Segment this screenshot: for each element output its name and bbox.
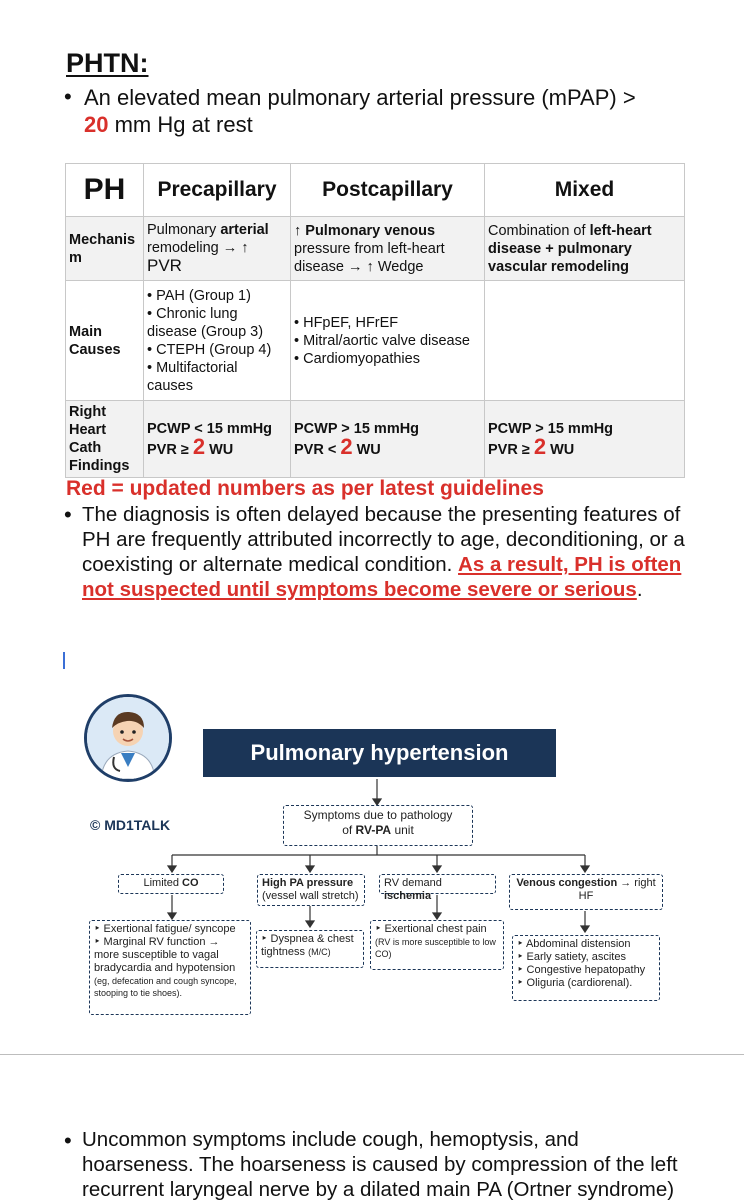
rhc-unit: WU (546, 441, 575, 458)
rv-ischemia-box (379, 874, 496, 902)
root-prefix: of (342, 823, 356, 837)
definition-line: An elevated mean pulmonary arterial pressure (mPAP) > (84, 85, 636, 110)
rhc-pvr: PVR < (294, 441, 341, 458)
cause-item: • PAH (Group 1) (147, 287, 251, 304)
page-divider (0, 1054, 744, 1055)
venous-symptoms (512, 935, 660, 1001)
cause-item: • CTEPH (Group 4) (147, 341, 272, 358)
cause-item: • Mitral/aortic valve disease (294, 332, 470, 349)
symptom-item: bradycardia and hypotension (94, 962, 236, 974)
symptom-item: ‣ Marginal RV function → (94, 936, 220, 948)
root-line1: Symptoms due to pathology (303, 808, 453, 822)
diagnosis-end: . (636, 578, 643, 601)
row-label-mechanism: Mechanism (66, 217, 144, 281)
c4-bold: Venous congestion (516, 877, 618, 889)
symptom-note: (RV is more susceptible to low CO) (375, 937, 496, 959)
root-symptom-box (283, 805, 473, 846)
bullet-icon: • (64, 502, 72, 527)
header-precapillary: Precapillary (144, 164, 291, 217)
mech-post-a: ↑ Pulmonary venous (294, 222, 436, 239)
symptom-item: tightness (261, 946, 309, 958)
diagnosis-emphasis: As a result, PH is often not suspected until symptoms become severe or serious (82, 553, 682, 601)
rhc-unit: WU (352, 441, 381, 458)
rhc-unit: WU (205, 441, 234, 458)
mpap-threshold: 20 (84, 112, 109, 137)
header-mixed: Mixed (485, 164, 685, 217)
symptom-note: (M/C) (308, 947, 331, 957)
limited-co-box (118, 874, 224, 894)
c4-text: → right HF (578, 877, 656, 902)
infographic-banner: Pulmonary hypertension (203, 729, 556, 777)
symptom-example: (eg, defecation and cough syncope, stooping to tie shoes). (94, 976, 237, 998)
page-title: PHTN: (66, 48, 149, 78)
row-label-causes: Main Causes (66, 281, 144, 401)
venous-congestion-box (509, 874, 663, 910)
mech-mixed-b: left-heart disease + pulmonary vascular remodeling (488, 222, 652, 275)
high-pa-pressure-box (257, 874, 365, 906)
c2-text: (vessel wall stretch) (262, 890, 359, 902)
mech-mixed-a: Combination of (488, 222, 590, 239)
c1-text: Limited (143, 877, 183, 889)
red-legend: Red = updated numbers as per latest guidelines (66, 477, 544, 500)
diagnosis-text: The diagnosis is often delayed because the presenting features of PH are frequently attributed incorrectly to age, deconditioning, or a coexisting or alternate medical condition. (82, 503, 685, 576)
row-label-rhc: Right Heart Cath Findings (66, 401, 144, 478)
cause-item: • HFpEF, HFrEF (294, 314, 399, 331)
limited-co-symptoms (89, 920, 251, 1015)
symptom-item: ‣ Exertional chest pain (375, 923, 487, 935)
rhc-pvr-value: 2 (340, 433, 353, 459)
rhc-pcwp: PCWP > 15 mmHg (488, 420, 614, 437)
c3-text: RV demand (384, 877, 442, 889)
cause-item: • Multifactorial causes (147, 359, 238, 394)
ischemia-symptoms (370, 920, 504, 970)
header-postcapillary: Postcapillary (291, 164, 485, 217)
symptom-item: ‣ Early satiety, ascites (517, 951, 626, 963)
cause-item: • Chronic lung disease (Group 3) (147, 305, 264, 340)
mech-post-b: pressure from left-heart disease → ↑ Wedge (294, 240, 445, 275)
high-pa-symptoms (256, 930, 364, 968)
symptom-item: ‣ Abdominal distension (517, 938, 631, 950)
mech-pre-d: PVR (147, 256, 182, 275)
rhc-pvr: PVR ≥ (488, 441, 534, 458)
symptom-item: ‣ Exertional fatigue/ syncope (94, 923, 236, 935)
root-suffix: unit (391, 823, 414, 837)
mech-pre-a: Pulmonary (147, 222, 221, 238)
mech-pre-c: remodeling → ↑ (147, 240, 249, 256)
rhc-pvr: PVR ≥ (147, 441, 193, 458)
symptom-item: ‣ Congestive hepatopathy (517, 964, 646, 976)
symptom-item: ‣ Dyspnea & chest (261, 933, 354, 945)
rhc-pvr-value: 2 (192, 433, 206, 459)
rhc-pcwp: PCWP < 15 mmHg (147, 420, 273, 437)
c1-bold: CO (182, 877, 199, 889)
definition-unit: mm Hg at rest (108, 112, 253, 137)
bullet-icon: • (64, 84, 72, 109)
symptom-item: more susceptible to vagal (94, 949, 219, 961)
cause-item: • Cardiomyopathies (294, 350, 420, 367)
rhc-pvr-value: 2 (533, 433, 547, 459)
mech-pre-b: arterial (220, 222, 269, 238)
c2-bold: High PA pressure (262, 877, 354, 889)
symptom-item: ‣ Oliguria (cardiorenal). (517, 977, 633, 989)
bullet-icon: • (64, 1128, 72, 1153)
c3-bold: ischemia (384, 890, 432, 902)
rhc-pcwp: PCWP > 15 mmHg (294, 420, 420, 437)
root-unit-bold: RV-PA (355, 823, 392, 837)
copyright-label: © MD1TALK (90, 817, 171, 833)
header-ph: PH (66, 164, 144, 217)
uncommon-symptoms-paragraph: Uncommon symptoms include cough, hemoptysis, and hoarseness. The hoarseness is caused by compression of the left recurrent laryngeal nerve by a dilated main PA (Ortner syndrome) (82, 1128, 678, 1201)
